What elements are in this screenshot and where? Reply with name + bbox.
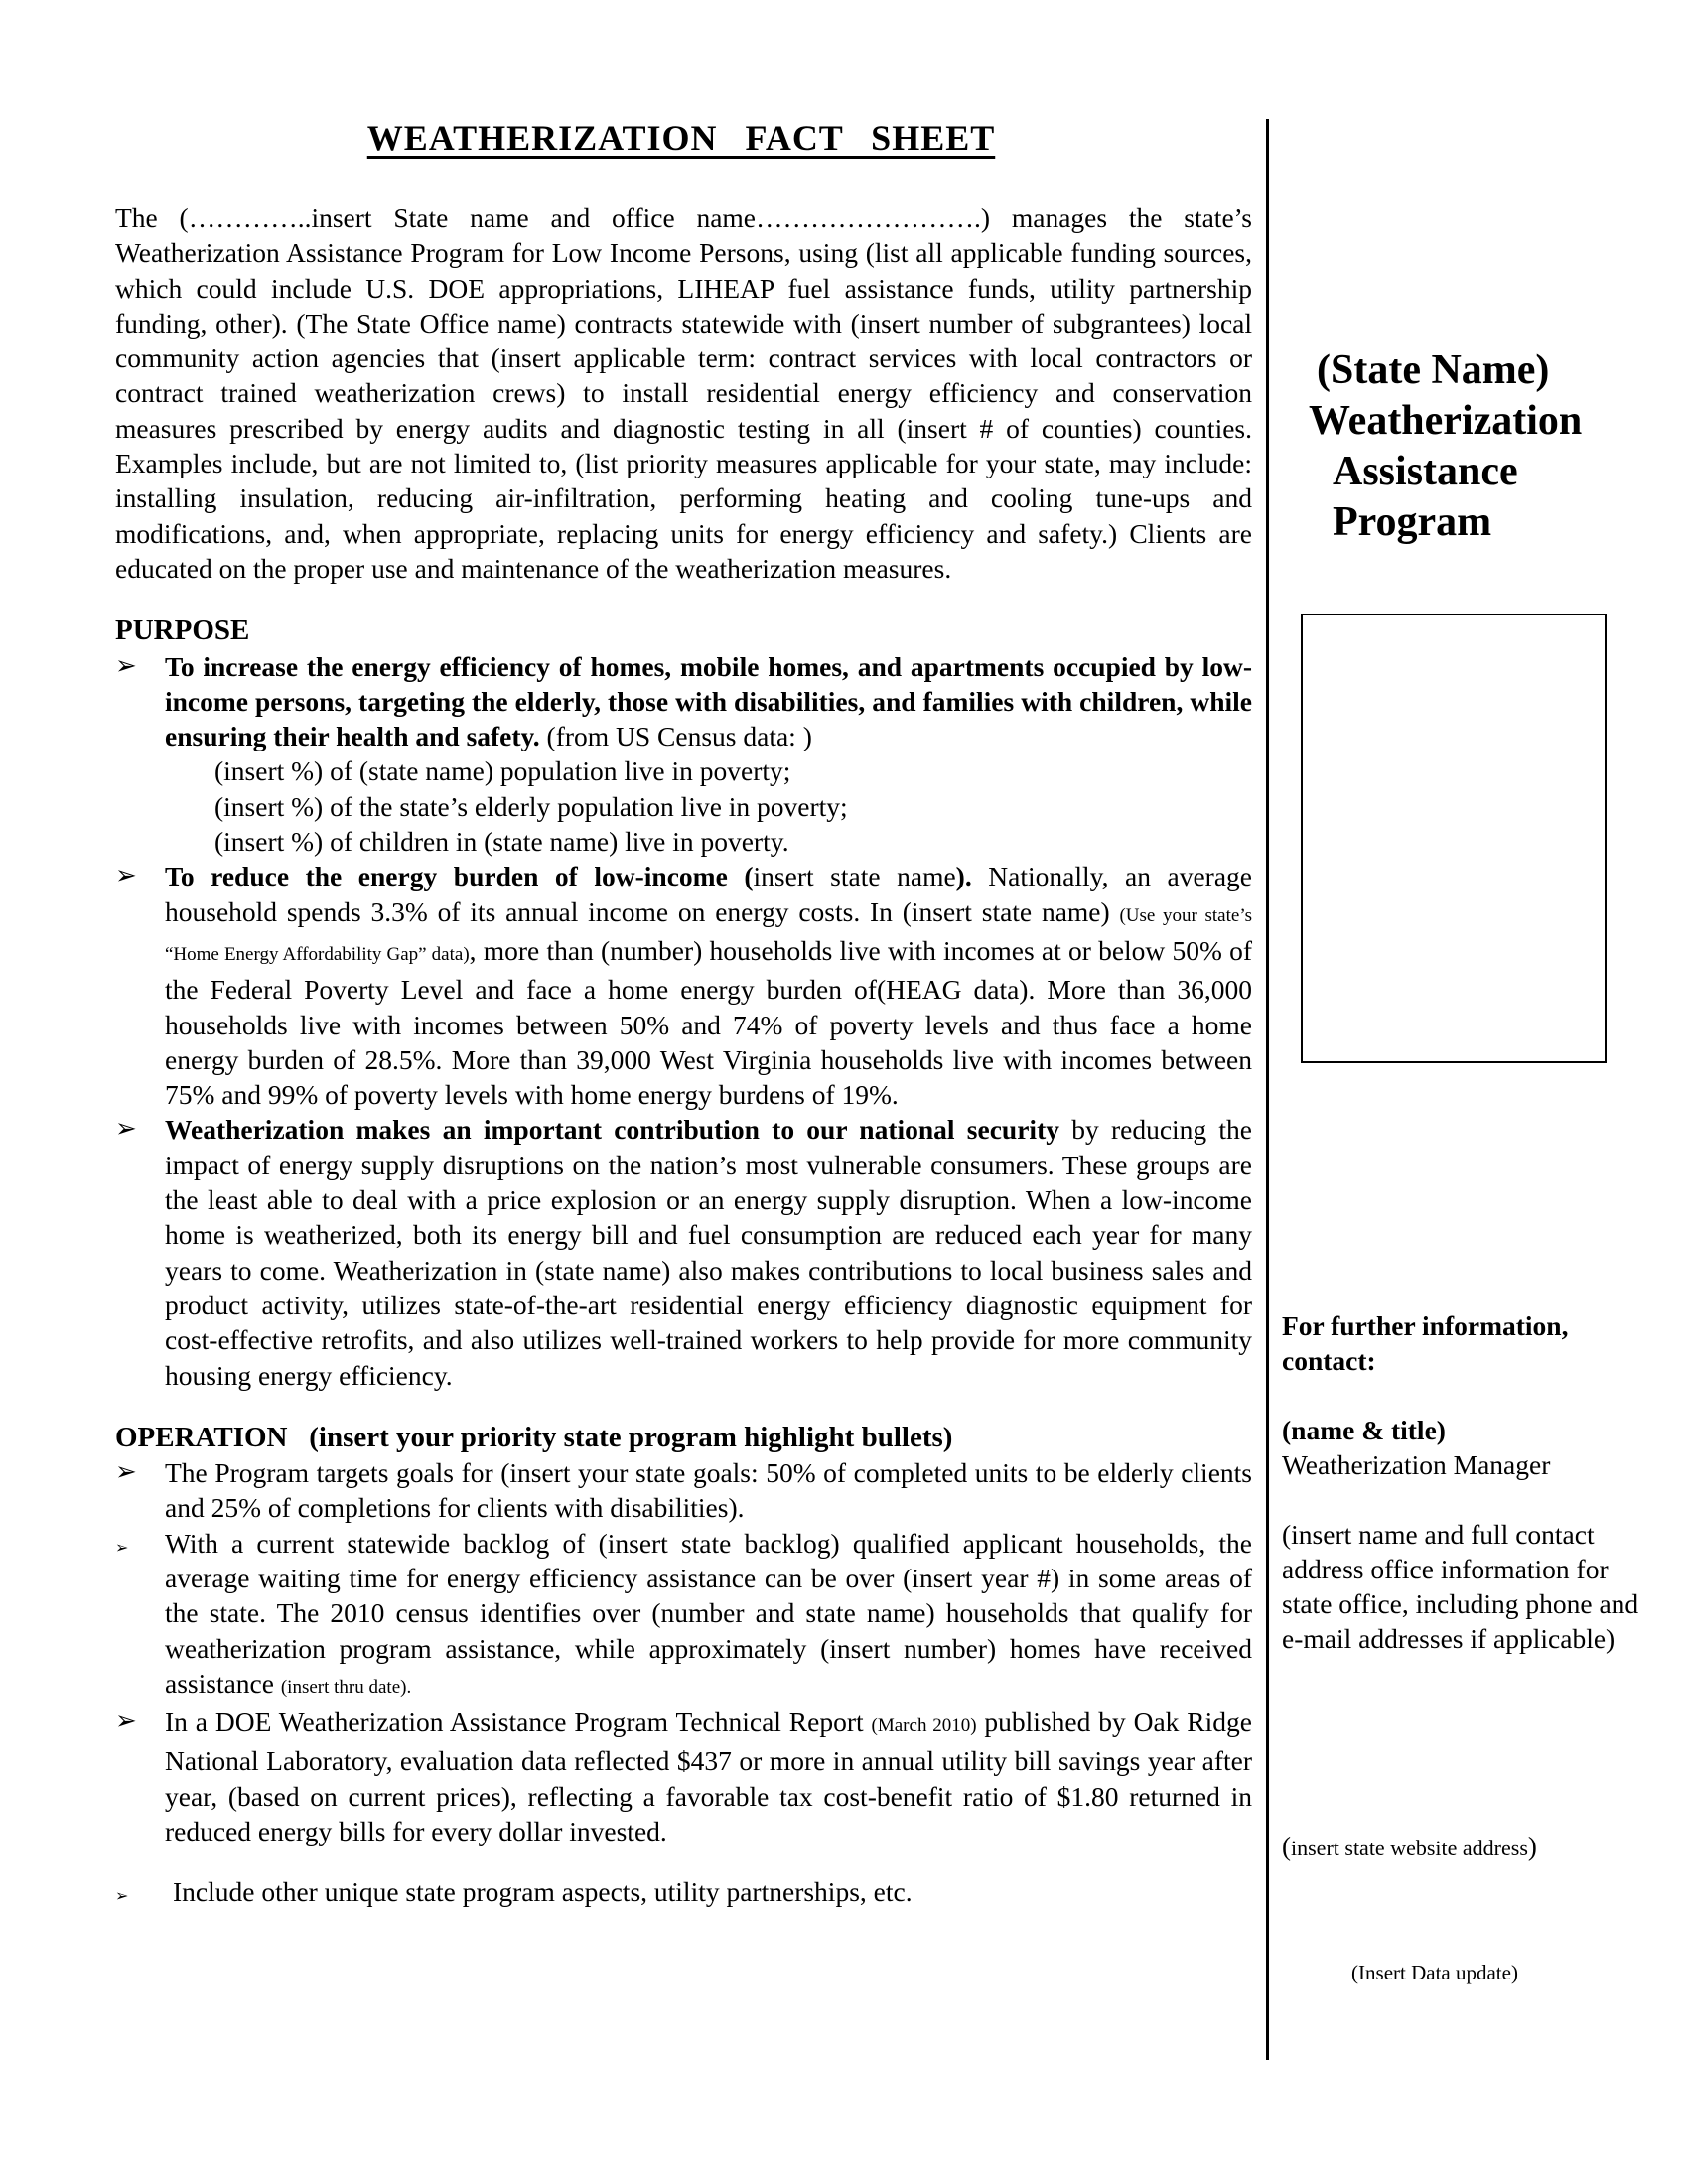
main-column — [115, 201, 1252, 1910]
website-address: (insert state website address) — [1282, 1832, 1537, 1861]
bullet-bold-text: To reduce the energy burden of low-income ( — [165, 861, 754, 892]
bullet-text: Include other unique state program aspects, utility partnerships, etc. — [173, 1876, 913, 1908]
bullet-text: insert state name — [753, 861, 956, 892]
program-title-line: Weatherization — [1309, 398, 1583, 444]
arrow-bullet-icon: ➢ — [115, 650, 137, 681]
contact-name: (name & title) — [1282, 1415, 1446, 1445]
arrow-bullet-icon: ➢ — [115, 861, 137, 891]
program-title-line: Program — [1333, 499, 1492, 545]
operation-bullet-3 — [115, 1705, 1252, 1848]
purpose-heading: PURPOSE — [115, 614, 250, 647]
arrow-bullet-icon: ➢ — [115, 1706, 137, 1737]
bullet-text: by reducing the impact of energy supply disruptions on the nation’s most vulnerable consumers. These groups are the least able to deal with a price explosion or an energy supply disruption. When a low-income home is weatherized, both its energy bill and fuel consumption are reduced each year for many years to come. Weatherization in (state name) also makes contributions to local business sales and product activity, utilizes state-of-the-art residential energy efficiency diagnostic equipment for cost-effective retrofits, and also utilizes well-trained workers to help provide for more community housing energy efficiency. — [165, 1114, 1252, 1391]
contact-role: Weatherization Manager — [1282, 1449, 1551, 1480]
bullet-small-note: (March 2010) — [871, 1715, 977, 1737]
bullet-text: In a DOE Weatherization Assistance Program Technical Report — [165, 1706, 872, 1738]
intro-paragraph: The (…………..insert State name and office name…………………….) manages the state’s Weatherization Assistance Program for Low Income Persons, using (list all applicable funding sources, which could include U.S. DOE appropriations, LIHEAP fuel assistance funds, utility partnership funding, other). (The State Office name) contracts statewide with (insert number of subgrantees) local community action agencies that (insert applicable term: contract services with local contractors or contract trained weatherization crews) to install residential energy efficiency and conservation measures prescribed by energy audits and diagnostic testing in all (insert # of counties) counties. Examples include, but are not limited to, (list priority measures applicable for your state, may include: installing insulation, reducing air-infiltration, performing heating and cooling tune-ups and modifications, and, when appropriate, replacing units for energy efficiency and safety.) Clients are educated on the proper use and maintenance of the weatherization measures. — [115, 203, 1252, 584]
program-title-line: (State Name) — [1317, 347, 1550, 393]
data-update-note: (Insert Data update) — [1351, 1961, 1518, 1984]
arrow-bullet-icon: ➢ — [115, 1114, 137, 1145]
bullet-text: The Program targets goals for (insert your state goals: 50% of completed units to be elderly clients and 25% of completions for clients with disabilities). — [165, 1457, 1252, 1524]
bullet-bold-text: Weatherization makes an important contribution to our national security — [165, 1114, 1059, 1146]
bullet-text: Nationally, an average household spends 3.3% of its annual income on energy costs. In (insert state name) — [165, 861, 1252, 927]
poverty-stat-line: (insert %) of children in (state name) live in poverty. — [214, 826, 789, 858]
operation-bullet-2 — [115, 1526, 1252, 1705]
page-title: WEATHERIZATION FACT SHEET — [366, 118, 996, 158]
program-title-line: Assistance — [1333, 449, 1518, 494]
contact-section — [1282, 1308, 1659, 1656]
purpose-bullet-1 — [115, 649, 1252, 754]
purpose-bullet-2 — [115, 859, 1252, 1112]
operation-heading — [115, 1421, 1252, 1455]
poverty-stat-line: (insert %) of the state’s elderly population live in poverty; — [214, 790, 848, 822]
purpose-bullet-3 — [115, 1112, 1252, 1392]
operation-bullet-1 — [115, 1455, 1252, 1526]
operation-heading-note: (insert your priority state program highlight bullets) — [309, 1421, 953, 1453]
poverty-stat-line: (insert %) of (state name) population live in poverty; — [214, 755, 791, 787]
operation-bullet-4 — [115, 1874, 1252, 1909]
bullet-small-note: (Use your state’s “Home Energy Affordability Gap” data) — [165, 904, 1252, 965]
bullet-bold-text: ). — [955, 861, 972, 892]
bullet-text: (from US Census data: ) — [539, 721, 812, 752]
bullet-text: , more than (number) households live with incomes at or below 50% of the Federal Poverty Level and face a home energy burden of(HEAG data). More than 36,000 households live with incomes between 50% and 74% of poverty levels and thus face a home energy burden of 28.5%. More than 39,000 West Virginia households live with incomes between 75% and 99% of poverty levels with home energy burdens of 19%. — [165, 934, 1253, 1111]
contact-address: (insert name and full contact address office information for state office, including phone and e-mail addresses if applicable) — [1282, 1519, 1639, 1654]
arrow-bullet-icon: ➢ — [115, 1457, 137, 1488]
website-text: insert state website address — [1291, 1836, 1528, 1860]
photo-placeholder — [1301, 614, 1607, 1063]
arrow-bullet-icon: ➢ — [115, 1537, 129, 1557]
bullet-small-note: (insert thru date). — [280, 1676, 412, 1698]
bullet-text: With a current statewide backlog of (insert state backlog) qualified applicant households, the average waiting time for energy efficiency assistance can be over (insert year #) in some areas of the state. The 2010 census identifies over (number and state name) households that qualify for weatherization program assistance, while approximately (insert number) homes have received assistance — [165, 1527, 1252, 1699]
bullet-bold-text: To increase the energy efficiency of homes, mobile homes, and apartments occupied by low-income persons, targeting the elderly, those with disabilities, and families with children, while ensuring their health and safety. — [165, 650, 1252, 752]
arrow-bullet-icon: ➢ — [115, 1886, 129, 1906]
operation-heading-label: OPERATION — [115, 1421, 288, 1453]
column-divider — [1266, 119, 1269, 2060]
bullet-text: published by Oak Ridge National Laboratory, evaluation data reflected $437 or more in annual utility bill savings year after year, (based on current prices), reflecting a favorable tax cost-benefit ratio of $1.80 returned in reduced energy bills for every dollar invested. — [165, 1706, 1252, 1847]
sidebar-program-title — [1301, 345, 1668, 548]
contact-heading: For further information, contact: — [1282, 1310, 1569, 1376]
